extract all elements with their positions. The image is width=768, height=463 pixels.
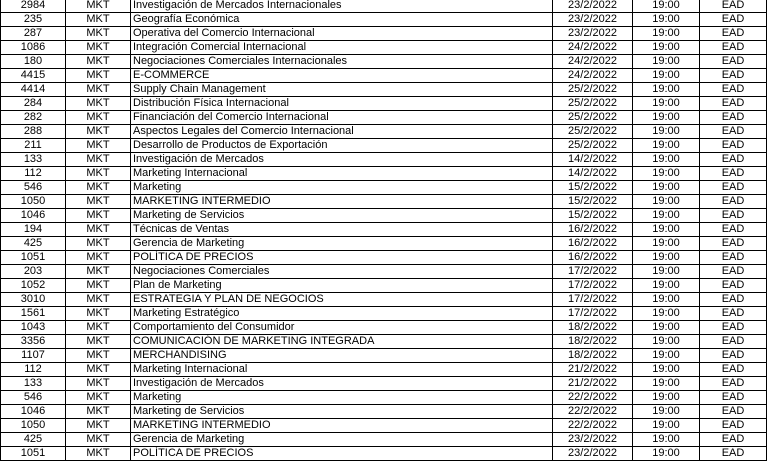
course-name-cell: Integración Comercial Internacional xyxy=(131,41,553,55)
course-name-cell: Investigación de Mercados xyxy=(131,153,553,167)
course-name-cell: Desarrollo de Productos de Exportación xyxy=(131,139,553,153)
date-cell: 23/2/2022 xyxy=(553,433,633,447)
course-code-cell: 1086 xyxy=(1,41,66,55)
time-cell: 19:00 xyxy=(633,363,700,377)
course-code-cell: 3356 xyxy=(1,335,66,349)
date-cell: 17/2/2022 xyxy=(553,279,633,293)
mode-cell: EAD xyxy=(700,349,767,363)
table-row xyxy=(1,55,767,69)
mode-cell: EAD xyxy=(700,377,767,391)
course-name-cell: Técnicas de Ventas xyxy=(131,223,553,237)
area-cell: MKT xyxy=(66,447,131,461)
date-cell: 23/2/2022 xyxy=(553,13,633,27)
time-cell: 19:00 xyxy=(633,335,700,349)
course-code-cell: 1107 xyxy=(1,349,66,363)
date-cell: 25/2/2022 xyxy=(553,139,633,153)
mode-cell: EAD xyxy=(700,433,767,447)
date-cell: 24/2/2022 xyxy=(553,55,633,69)
time-cell: 19:00 xyxy=(633,377,700,391)
mode-cell: EAD xyxy=(700,321,767,335)
table-row xyxy=(1,111,767,125)
time-cell: 19:00 xyxy=(633,69,700,83)
course-name-cell: ESTRATEGIA Y PLAN DE NEGOCIOS xyxy=(131,293,553,307)
area-cell: MKT xyxy=(66,391,131,405)
date-cell: 18/2/2022 xyxy=(553,321,633,335)
course-code-cell: 235 xyxy=(1,13,66,27)
course-name-cell: MERCHANDISING xyxy=(131,349,553,363)
date-cell: 25/2/2022 xyxy=(553,83,633,97)
time-cell: 19:00 xyxy=(633,41,700,55)
date-cell: 15/2/2022 xyxy=(553,195,633,209)
course-code-cell: 284 xyxy=(1,97,66,111)
time-cell: 19:00 xyxy=(633,391,700,405)
area-cell: MKT xyxy=(66,279,131,293)
date-cell: 18/2/2022 xyxy=(553,349,633,363)
mode-cell: EAD xyxy=(700,293,767,307)
table-row xyxy=(1,405,767,419)
time-cell: 19:00 xyxy=(633,153,700,167)
area-cell: MKT xyxy=(66,27,131,41)
mode-cell: EAD xyxy=(700,251,767,265)
date-cell: 22/2/2022 xyxy=(553,391,633,405)
time-cell: 19:00 xyxy=(633,195,700,209)
table-row xyxy=(1,377,767,391)
area-cell: MKT xyxy=(66,223,131,237)
course-name-cell: MARKETING INTERMEDIO xyxy=(131,195,553,209)
date-cell: 17/2/2022 xyxy=(553,265,633,279)
course-name-cell: POLÍTICA DE PRECIOS xyxy=(131,447,553,461)
mode-cell: EAD xyxy=(700,41,767,55)
course-name-cell: Investigación de Mercados Internacionales xyxy=(131,0,553,13)
mode-cell: EAD xyxy=(700,363,767,377)
table-row xyxy=(1,69,767,83)
course-code-cell: 1043 xyxy=(1,321,66,335)
table-row xyxy=(1,419,767,433)
area-cell: MKT xyxy=(66,55,131,69)
time-cell: 19:00 xyxy=(633,405,700,419)
course-code-cell: 194 xyxy=(1,223,66,237)
area-cell: MKT xyxy=(66,125,131,139)
course-name-cell: Marketing de Servicios xyxy=(131,405,553,419)
area-cell: MKT xyxy=(66,321,131,335)
date-cell: 24/2/2022 xyxy=(553,41,633,55)
area-cell: MKT xyxy=(66,153,131,167)
course-name-cell: Marketing de Servicios xyxy=(131,209,553,223)
mode-cell: EAD xyxy=(700,405,767,419)
course-code-cell: 1051 xyxy=(1,251,66,265)
course-code-cell: 287 xyxy=(1,27,66,41)
date-cell: 16/2/2022 xyxy=(553,237,633,251)
table-row xyxy=(1,223,767,237)
mode-cell: EAD xyxy=(700,97,767,111)
course-code-cell: 1050 xyxy=(1,195,66,209)
course-code-cell: 112 xyxy=(1,167,66,181)
course-name-cell: Marketing xyxy=(131,181,553,195)
table-row xyxy=(1,363,767,377)
table-row xyxy=(1,209,767,223)
course-name-cell: Aspectos Legales del Comercio Internacional xyxy=(131,125,553,139)
table-row xyxy=(1,279,767,293)
course-code-cell: 282 xyxy=(1,111,66,125)
time-cell: 19:00 xyxy=(633,0,700,13)
time-cell: 19:00 xyxy=(633,237,700,251)
course-code-cell: 546 xyxy=(1,391,66,405)
mode-cell: EAD xyxy=(700,0,767,13)
course-code-cell: 425 xyxy=(1,433,66,447)
course-name-cell: Gerencia de Marketing xyxy=(131,237,553,251)
time-cell: 19:00 xyxy=(633,139,700,153)
course-name-cell: POLÍTICA DE PRECIOS xyxy=(131,251,553,265)
area-cell: MKT xyxy=(66,69,131,83)
course-name-cell: Investigación de Mercados xyxy=(131,377,553,391)
course-code-cell: 4414 xyxy=(1,83,66,97)
area-cell: MKT xyxy=(66,335,131,349)
course-name-cell: COMUNICACIÓN DE MARKETING INTEGRADA xyxy=(131,335,553,349)
course-code-cell: 1052 xyxy=(1,279,66,293)
date-cell: 21/2/2022 xyxy=(553,363,633,377)
table-row xyxy=(1,167,767,181)
table-row xyxy=(1,237,767,251)
area-cell: MKT xyxy=(66,41,131,55)
date-cell: 14/2/2022 xyxy=(553,167,633,181)
table-row xyxy=(1,349,767,363)
course-code-cell: 133 xyxy=(1,377,66,391)
course-code-cell: 1046 xyxy=(1,405,66,419)
time-cell: 19:00 xyxy=(633,97,700,111)
time-cell: 19:00 xyxy=(633,321,700,335)
table-row xyxy=(1,0,767,13)
time-cell: 19:00 xyxy=(633,55,700,69)
area-cell: MKT xyxy=(66,167,131,181)
mode-cell: EAD xyxy=(700,265,767,279)
time-cell: 19:00 xyxy=(633,279,700,293)
table-row xyxy=(1,307,767,321)
schedule-rows xyxy=(1,0,767,461)
area-cell: MKT xyxy=(66,363,131,377)
area-cell: MKT xyxy=(66,433,131,447)
table-row xyxy=(1,335,767,349)
mode-cell: EAD xyxy=(700,111,767,125)
course-code-cell: 546 xyxy=(1,181,66,195)
time-cell: 19:00 xyxy=(633,265,700,279)
area-cell: MKT xyxy=(66,419,131,433)
area-cell: MKT xyxy=(66,195,131,209)
time-cell: 19:00 xyxy=(633,349,700,363)
course-code-cell: 180 xyxy=(1,55,66,69)
time-cell: 19:00 xyxy=(633,13,700,27)
area-cell: MKT xyxy=(66,265,131,279)
area-cell: MKT xyxy=(66,405,131,419)
time-cell: 19:00 xyxy=(633,307,700,321)
course-code-cell: 425 xyxy=(1,237,66,251)
mode-cell: EAD xyxy=(700,55,767,69)
course-name-cell: Marketing Estratégico xyxy=(131,307,553,321)
area-cell: MKT xyxy=(66,111,131,125)
mode-cell: EAD xyxy=(700,279,767,293)
table-row xyxy=(1,97,767,111)
table-row xyxy=(1,265,767,279)
area-cell: MKT xyxy=(66,13,131,27)
time-cell: 19:00 xyxy=(633,27,700,41)
mode-cell: EAD xyxy=(700,167,767,181)
date-cell: 17/2/2022 xyxy=(553,307,633,321)
table-row xyxy=(1,433,767,447)
mode-cell: EAD xyxy=(700,83,767,97)
date-cell: 22/2/2022 xyxy=(553,405,633,419)
mode-cell: EAD xyxy=(700,125,767,139)
area-cell: MKT xyxy=(66,251,131,265)
date-cell: 25/2/2022 xyxy=(553,125,633,139)
table-row xyxy=(1,41,767,55)
table-row xyxy=(1,251,767,265)
date-cell: 15/2/2022 xyxy=(553,209,633,223)
course-name-cell: Negociaciones Comerciales xyxy=(131,265,553,279)
course-code-cell: 2984 xyxy=(1,0,66,13)
table-row xyxy=(1,447,767,461)
date-cell: 22/2/2022 xyxy=(553,419,633,433)
course-name-cell: Negociaciones Comerciales Internacionales xyxy=(131,55,553,69)
time-cell: 19:00 xyxy=(633,111,700,125)
area-cell: MKT xyxy=(66,349,131,363)
course-name-cell: Distribución Física Internacional xyxy=(131,97,553,111)
course-code-cell: 288 xyxy=(1,125,66,139)
course-name-cell: Comportamiento del Consumidor xyxy=(131,321,553,335)
mode-cell: EAD xyxy=(700,181,767,195)
course-code-cell: 3010 xyxy=(1,293,66,307)
course-name-cell: Plan de Marketing xyxy=(131,279,553,293)
date-cell: 23/2/2022 xyxy=(553,27,633,41)
time-cell: 19:00 xyxy=(633,433,700,447)
area-cell: MKT xyxy=(66,181,131,195)
mode-cell: EAD xyxy=(700,153,767,167)
date-cell: 25/2/2022 xyxy=(553,97,633,111)
course-code-cell: 203 xyxy=(1,265,66,279)
time-cell: 19:00 xyxy=(633,251,700,265)
area-cell: MKT xyxy=(66,237,131,251)
mode-cell: EAD xyxy=(700,195,767,209)
time-cell: 19:00 xyxy=(633,181,700,195)
course-name-cell: E-COMMERCE xyxy=(131,69,553,83)
mode-cell: EAD xyxy=(700,223,767,237)
area-cell: MKT xyxy=(66,0,131,13)
course-code-cell: 112 xyxy=(1,363,66,377)
mode-cell: EAD xyxy=(700,237,767,251)
time-cell: 19:00 xyxy=(633,293,700,307)
area-cell: MKT xyxy=(66,209,131,223)
mode-cell: EAD xyxy=(700,447,767,461)
date-cell: 16/2/2022 xyxy=(553,223,633,237)
mode-cell: EAD xyxy=(700,335,767,349)
mode-cell: EAD xyxy=(700,69,767,83)
area-cell: MKT xyxy=(66,83,131,97)
course-code-cell: 1050 xyxy=(1,419,66,433)
course-name-cell: MARKETING INTERMEDIO xyxy=(131,419,553,433)
date-cell: 16/2/2022 xyxy=(553,251,633,265)
mode-cell: EAD xyxy=(700,13,767,27)
time-cell: 19:00 xyxy=(633,209,700,223)
table-row xyxy=(1,293,767,307)
table-row xyxy=(1,13,767,27)
table-row xyxy=(1,153,767,167)
date-cell: 25/2/2022 xyxy=(553,111,633,125)
table-row xyxy=(1,181,767,195)
course-code-cell: 1046 xyxy=(1,209,66,223)
area-cell: MKT xyxy=(66,307,131,321)
course-name-cell: Marketing xyxy=(131,391,553,405)
table-row xyxy=(1,139,767,153)
table-row xyxy=(1,391,767,405)
mode-cell: EAD xyxy=(700,307,767,321)
course-name-cell: Gerencia de Marketing xyxy=(131,433,553,447)
table-row xyxy=(1,125,767,139)
date-cell: 24/2/2022 xyxy=(553,69,633,83)
course-code-cell: 4415 xyxy=(1,69,66,83)
area-cell: MKT xyxy=(66,139,131,153)
course-name-cell: Financiación del Comercio Internacional xyxy=(131,111,553,125)
course-name-cell: Geografía Económica xyxy=(131,13,553,27)
course-name-cell: Supply Chain Management xyxy=(131,83,553,97)
date-cell: 21/2/2022 xyxy=(553,377,633,391)
date-cell: 23/2/2022 xyxy=(553,0,633,13)
date-cell: 15/2/2022 xyxy=(553,181,633,195)
date-cell: 14/2/2022 xyxy=(553,153,633,167)
course-name-cell: Operativa del Comercio Internacional xyxy=(131,27,553,41)
course-code-cell: 133 xyxy=(1,153,66,167)
table-row xyxy=(1,27,767,41)
course-code-cell: 1561 xyxy=(1,307,66,321)
time-cell: 19:00 xyxy=(633,223,700,237)
time-cell: 19:00 xyxy=(633,419,700,433)
time-cell: 19:00 xyxy=(633,83,700,97)
table-row xyxy=(1,321,767,335)
course-code-cell: 211 xyxy=(1,139,66,153)
time-cell: 19:00 xyxy=(633,125,700,139)
time-cell: 19:00 xyxy=(633,447,700,461)
course-name-cell: Marketing Internacional xyxy=(131,363,553,377)
mode-cell: EAD xyxy=(700,209,767,223)
course-name-cell: Marketing Internacional xyxy=(131,167,553,181)
time-cell: 19:00 xyxy=(633,167,700,181)
course-code-cell: 1051 xyxy=(1,447,66,461)
table-row xyxy=(1,83,767,97)
area-cell: MKT xyxy=(66,97,131,111)
table-row xyxy=(1,195,767,209)
mode-cell: EAD xyxy=(700,27,767,41)
date-cell: 18/2/2022 xyxy=(553,335,633,349)
area-cell: MKT xyxy=(66,293,131,307)
mode-cell: EAD xyxy=(700,419,767,433)
mode-cell: EAD xyxy=(700,391,767,405)
date-cell: 23/2/2022 xyxy=(553,447,633,461)
date-cell: 17/2/2022 xyxy=(553,293,633,307)
mode-cell: EAD xyxy=(700,139,767,153)
area-cell: MKT xyxy=(66,377,131,391)
